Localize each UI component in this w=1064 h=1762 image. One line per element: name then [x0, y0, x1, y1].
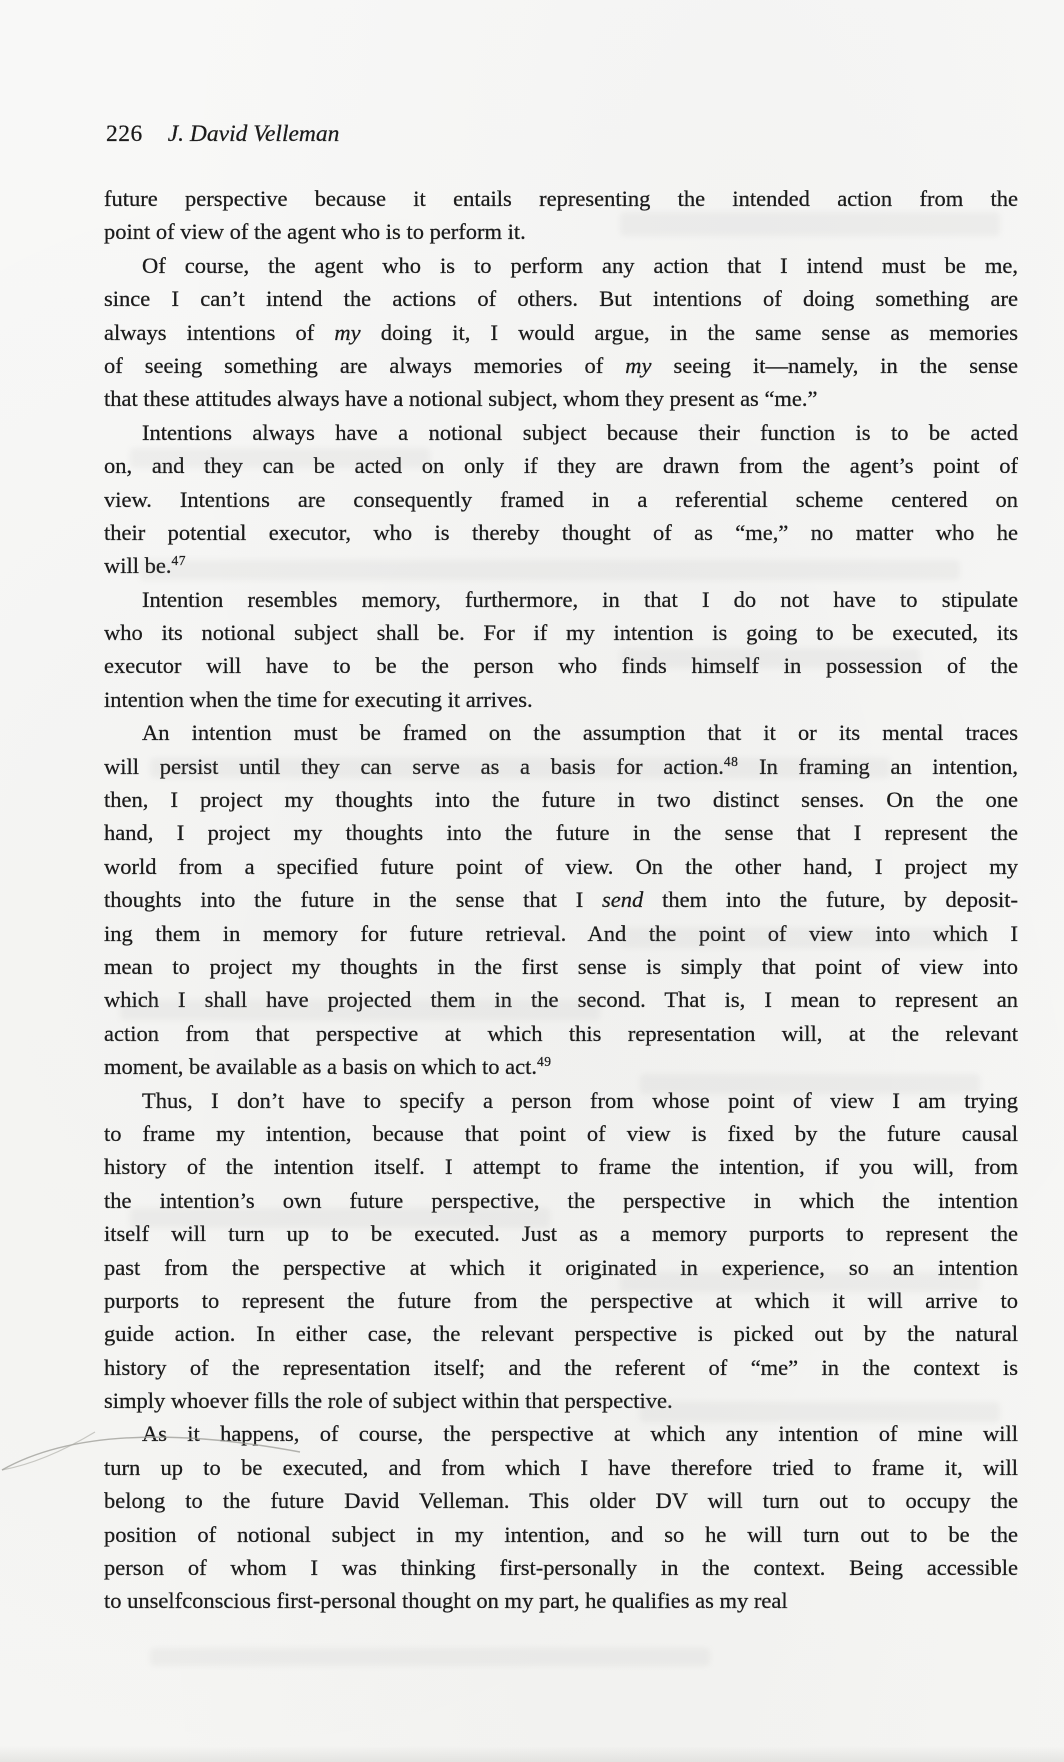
text-line: [104, 416, 1018, 449]
text-segment: purports to represent the future from the perspective at which it will arrive to: [104, 1287, 1018, 1313]
text-segment: In framing an intention,: [738, 753, 1018, 779]
emphasized-text: my: [625, 352, 652, 378]
text-line: [104, 816, 1018, 849]
text-segment: itself will turn up to be executed. Just as a memory purports to represent the: [104, 1221, 1018, 1247]
text-segment: to frame my intention, because that point of view is fixed by the future causal: [104, 1120, 1018, 1146]
text-line: [104, 1050, 1018, 1083]
text-segment: simply whoever fills the role of subject within that perspective.: [104, 1388, 673, 1414]
text-segment: on, and they can be acted on only if they are drawn from the agent’s point of: [104, 453, 1018, 479]
text-segment: seeing it—namely, in the sense: [651, 352, 1018, 378]
text-segment: history of the representation itself; and the referent of “me” in the context is: [104, 1354, 1018, 1380]
text-line: [104, 1251, 1018, 1284]
footnote-ref: 48: [723, 753, 739, 769]
text-line: [104, 1017, 1018, 1050]
text-segment: will be.: [104, 553, 172, 579]
paragraph: [104, 182, 1018, 249]
text-line: [104, 382, 1018, 415]
text-line: [104, 917, 1018, 950]
text-segment: executor will have to be the person who finds himself in possession of the: [104, 653, 1018, 679]
emphasized-text: my: [334, 319, 361, 345]
text-line: [104, 449, 1018, 482]
text-segment: then, I project my thoughts into the future in two distinct senses. On the one: [104, 787, 1018, 813]
text-line: [104, 215, 1018, 248]
text-line: [104, 583, 1018, 616]
text-line: [104, 883, 1018, 916]
text-segment: future perspective because it entails representing the intended action from the: [104, 186, 1018, 211]
emphasized-text: send: [602, 887, 644, 913]
text-line: [104, 349, 1018, 382]
text-segment: hand, I project my thoughts into the future in the sense that I represent the: [104, 820, 1018, 846]
text-segment: their potential executor, who is thereby thought of as “me,” no matter who he: [104, 519, 1018, 545]
text-line: [104, 1284, 1018, 1317]
paragraph: [104, 1084, 1018, 1418]
text-segment: An intention must be framed on the assumption that it or its mental traces: [142, 720, 1018, 746]
text-segment: view. Intentions are consequently framed in a referential scheme centered on: [104, 486, 1018, 512]
scan-edge-shadow: [0, 1746, 1064, 1762]
text-segment: the intention’s own future perspective, the perspective in which the intention: [104, 1187, 1018, 1213]
text-segment: world from a specified future point of view. On the other hand, I project my: [104, 853, 1018, 879]
text-segment: Intention resembles memory, furthermore, in that I do not have to stipulate: [142, 586, 1018, 612]
text-line: [104, 1384, 1018, 1417]
text-line: [104, 683, 1018, 716]
paragraph: [104, 1417, 1018, 1617]
bleed-through-artifact: [150, 1648, 710, 1666]
text-line: [104, 850, 1018, 883]
text-line: [104, 716, 1018, 749]
text-segment: will persist until they can serve as a basis for action.: [104, 753, 724, 779]
text-line: [104, 483, 1018, 516]
text-segment: position of notional subject in my intention, and so he will turn out to be the: [104, 1521, 1018, 1547]
text-segment: since I can’t intend the actions of others. But intentions of doing something are: [104, 286, 1018, 312]
text-segment: action from that perspective at which this representation will, at the relevant: [104, 1020, 1018, 1046]
text-line: [104, 182, 1018, 215]
text-segment: mean to project my thoughts in the first sense is simply that point of view into: [104, 953, 1018, 979]
text-segment: past from the perspective at which it originated in experience, so an intention: [104, 1254, 1018, 1280]
text-segment: Of course, the agent who is to perform any action that I intend must be me,: [142, 252, 1018, 278]
text-segment: that these attitudes always have a notional subject, whom they present as “me.”: [104, 386, 818, 412]
text-line: [104, 1417, 1018, 1450]
text-line: [104, 750, 1018, 783]
text-segment: always intentions of: [104, 319, 335, 345]
text-segment: intention when the time for executing it arrives.: [104, 686, 533, 712]
text-segment: to unselfconscious first-personal thought on my part, he qualifies as my real: [104, 1588, 788, 1614]
text-line: [104, 1184, 1018, 1217]
text-line: [104, 1317, 1018, 1350]
text-line: [104, 1551, 1018, 1584]
text-segment: them into the future, by deposit-: [643, 887, 1018, 913]
text-segment: point of view of the agent who is to perform it.: [104, 219, 526, 245]
text-segment: belong to the future David Velleman. This older DV will turn out to occupy the: [104, 1488, 1018, 1514]
text-line: [104, 616, 1018, 649]
text-line: [104, 249, 1018, 282]
text-line: [104, 549, 1018, 582]
text-segment: who its notional subject shall be. For if my intention is going to be executed, its: [104, 620, 1018, 646]
text-segment: As it happens, of course, the perspective at which any intention of mine will: [142, 1421, 1018, 1447]
paragraph: [104, 716, 1018, 1083]
text-line: [104, 1217, 1018, 1250]
footnote-ref: 47: [171, 553, 186, 569]
text-line: [104, 1484, 1018, 1517]
page-number: 226: [106, 121, 143, 147]
text-line: [104, 783, 1018, 816]
text-segment: history of the intention itself. I attempt to frame the intention, if you will, from: [104, 1154, 1018, 1180]
text-segment: person of whom I was thinking first-personally in the context. Being accessible: [104, 1555, 1018, 1581]
text-line: [104, 1084, 1018, 1117]
page-header: [106, 120, 339, 148]
text-line: [104, 649, 1018, 682]
text-line: [104, 282, 1018, 315]
body-text: [104, 182, 1018, 1618]
text-line: [104, 516, 1018, 549]
text-line: [104, 316, 1018, 349]
text-segment: doing it, I would argue, in the same sense as memories: [360, 319, 1018, 345]
text-segment: ing them in memory for future retrieval. And the point of view into which I: [104, 920, 1018, 946]
paragraph: [104, 249, 1018, 416]
footnote-ref: 49: [537, 1054, 552, 1070]
text-line: [104, 1150, 1018, 1183]
text-segment: which I shall have projected them in the second. That is, I mean to represent an: [104, 987, 1018, 1013]
text-segment: Intentions always have a notional subject because their function is to be acted: [142, 419, 1018, 445]
text-segment: moment, be available as a basis on which to act.: [104, 1054, 537, 1080]
text-segment: Thus, I don’t have to specify a person from whose point of view I am trying: [142, 1087, 1018, 1113]
text-line: [104, 1518, 1018, 1551]
running-head: J. David Velleman: [167, 121, 340, 147]
text-line: [104, 1451, 1018, 1484]
text-segment: of seeing something are always memories of: [104, 352, 626, 378]
text-line: [104, 1117, 1018, 1150]
text-line: [104, 1351, 1018, 1384]
text-line: [104, 983, 1018, 1016]
text-segment: turn up to be executed, and from which I have therefore tried to frame it, will: [104, 1454, 1018, 1480]
paragraph: [104, 416, 1018, 583]
paragraph: [104, 583, 1018, 717]
text-line: [104, 1584, 1018, 1617]
text-segment: guide action. In either case, the relevant perspective is picked out by the natural: [104, 1321, 1018, 1347]
text-line: [104, 950, 1018, 983]
text-segment: thoughts into the future in the sense that I: [104, 887, 603, 913]
